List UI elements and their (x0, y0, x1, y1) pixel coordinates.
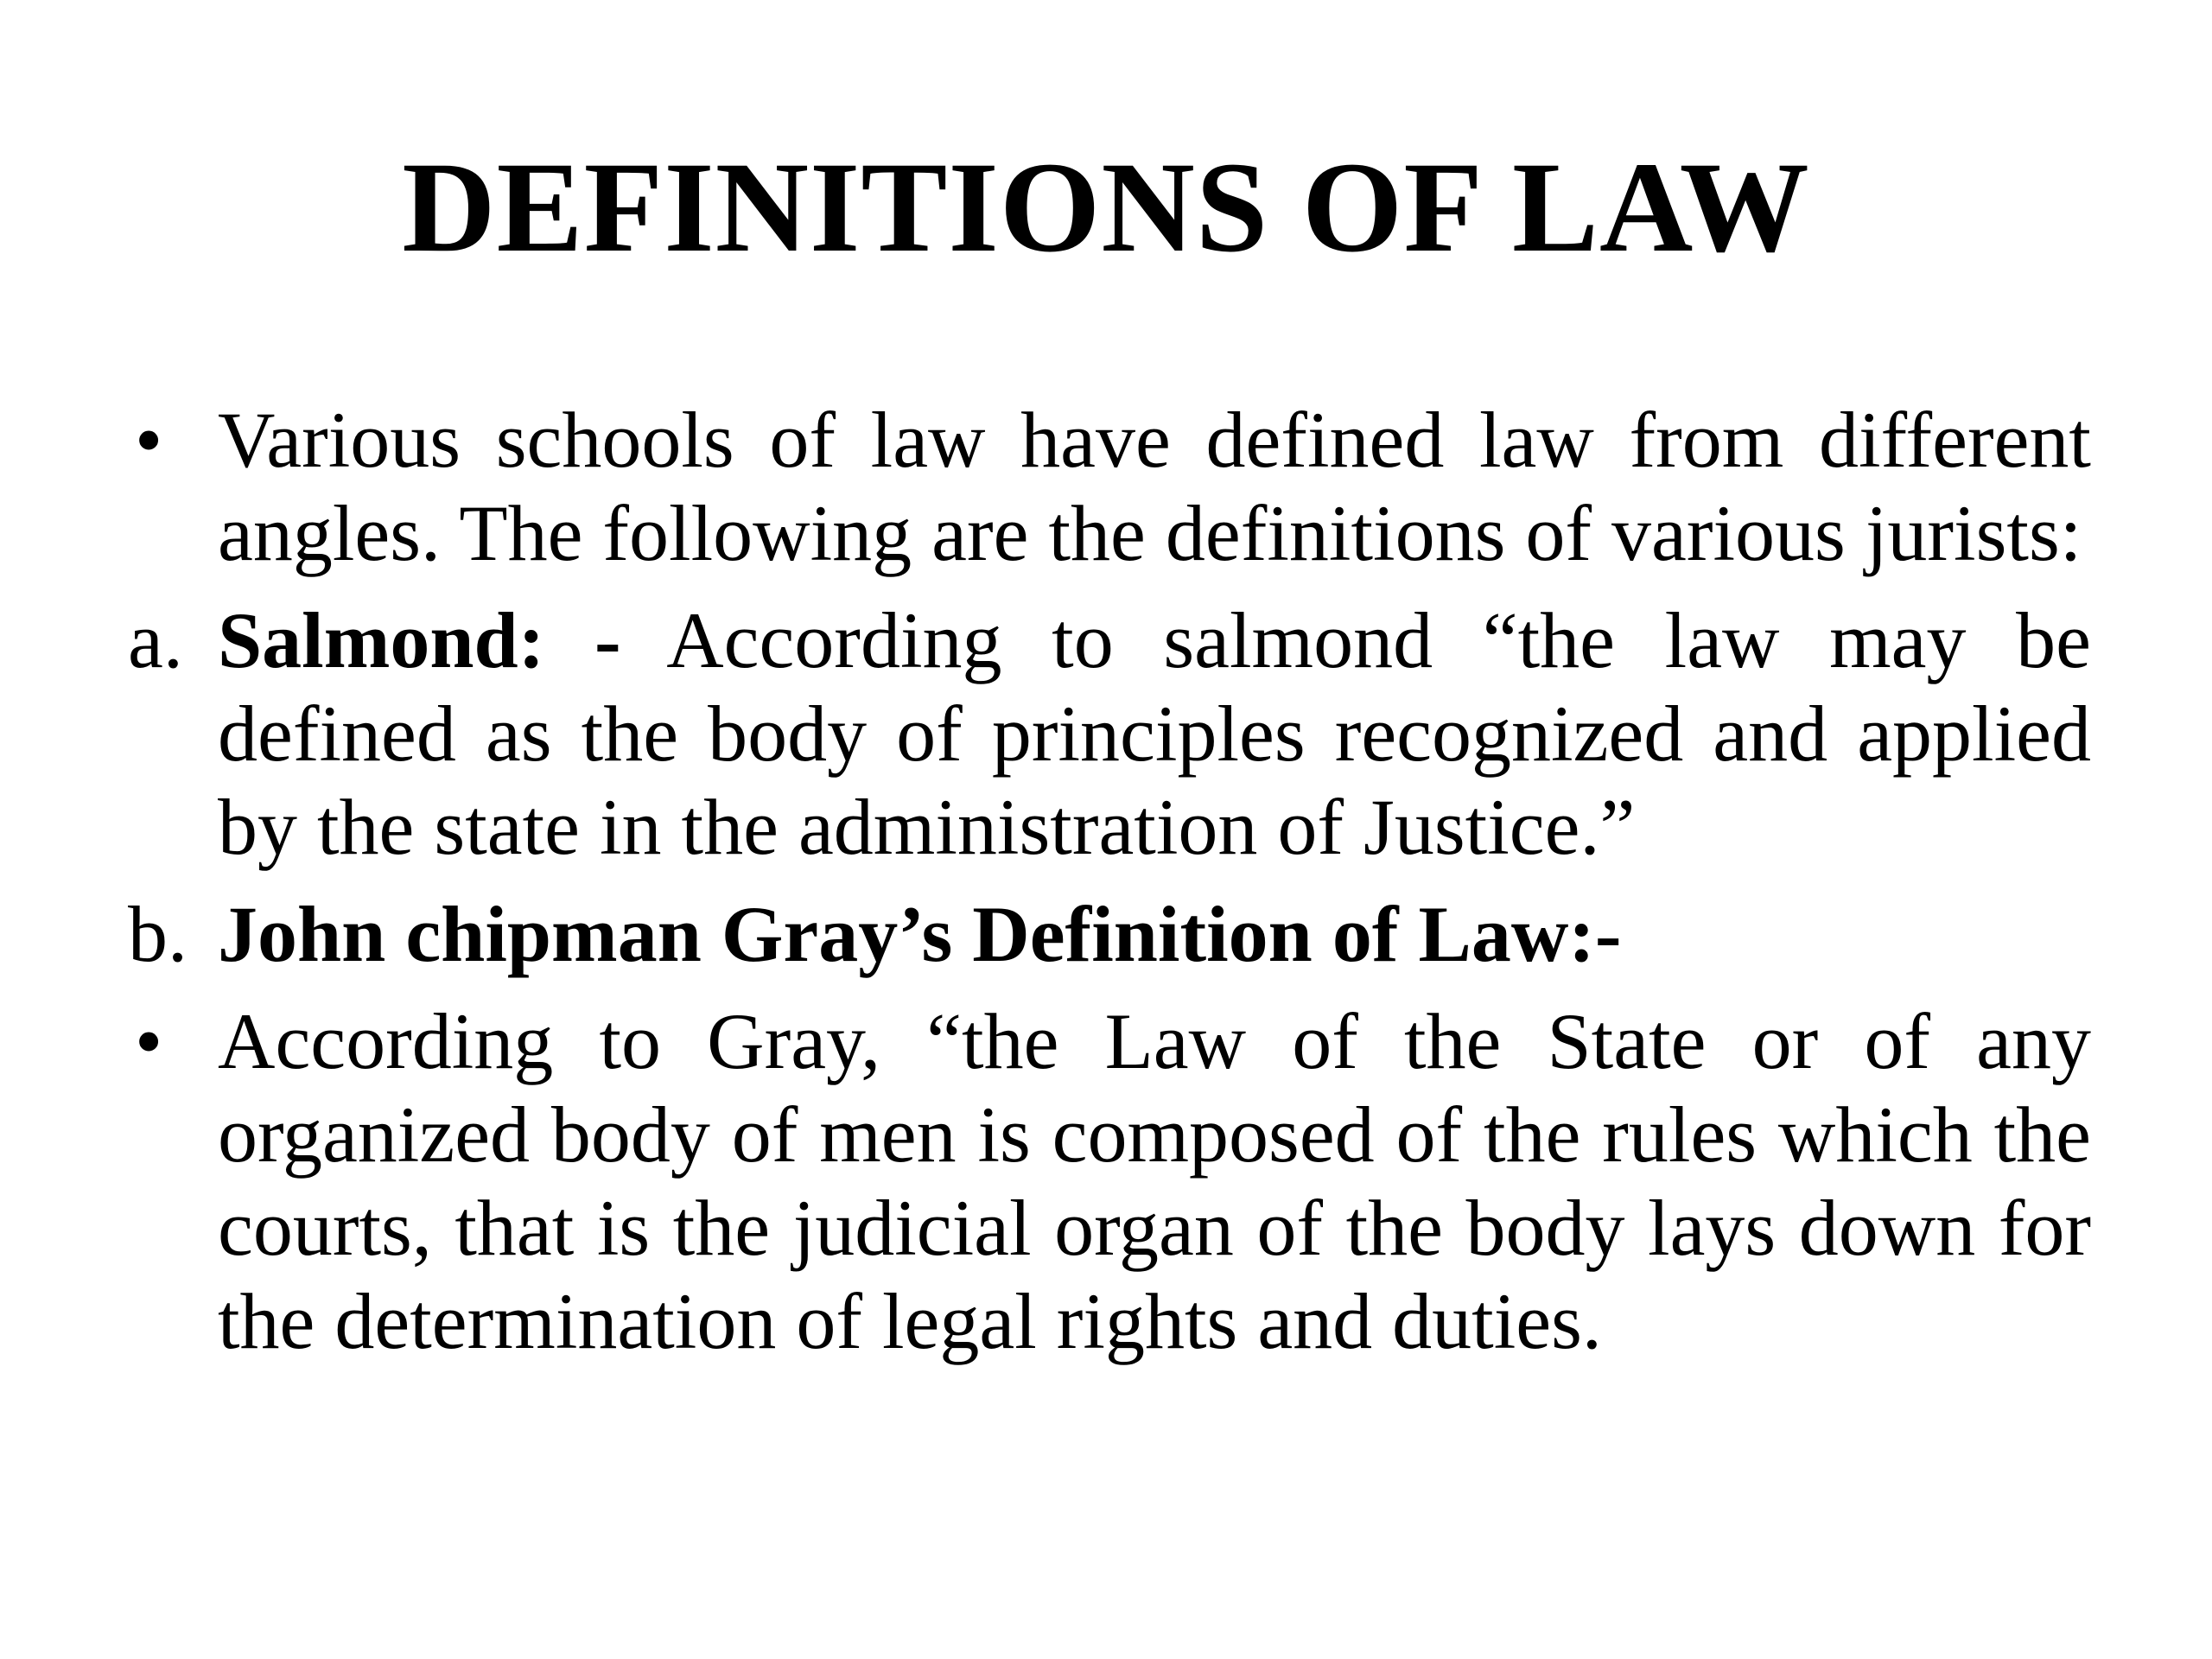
list-item (128, 594, 2091, 874)
list-letter-marker: b. (128, 890, 188, 978)
list-item-text: John chipman Gray’s Definition of Law:- (218, 890, 1622, 978)
list-item-heading (128, 887, 2091, 981)
list-letter-marker: a. (128, 596, 183, 684)
bullet-marker: • (135, 396, 163, 484)
bullet-list (128, 393, 2091, 1382)
bullet-marker: • (135, 997, 163, 1085)
list-item (128, 995, 2091, 1368)
list-item (128, 393, 2091, 580)
list-item-text: According to salmond “the law may be defined as the body of principles recognized and applied by the state in the administration of Justice.” (218, 596, 2092, 871)
jurist-name: Salmond: - (218, 596, 621, 684)
slide-title: DEFINITIONS OF LAW (402, 136, 1810, 279)
list-item-text: According to Gray, “the Law of the State or of any organized body of men is composed of the rules which the courts, that is the judicial organ of the body lays down for the determination of legal rights and duties. (218, 997, 2091, 1365)
list-item-text: Various schools of law have defined law from different angles. The following are the definitions of various jurists: (218, 396, 2091, 577)
